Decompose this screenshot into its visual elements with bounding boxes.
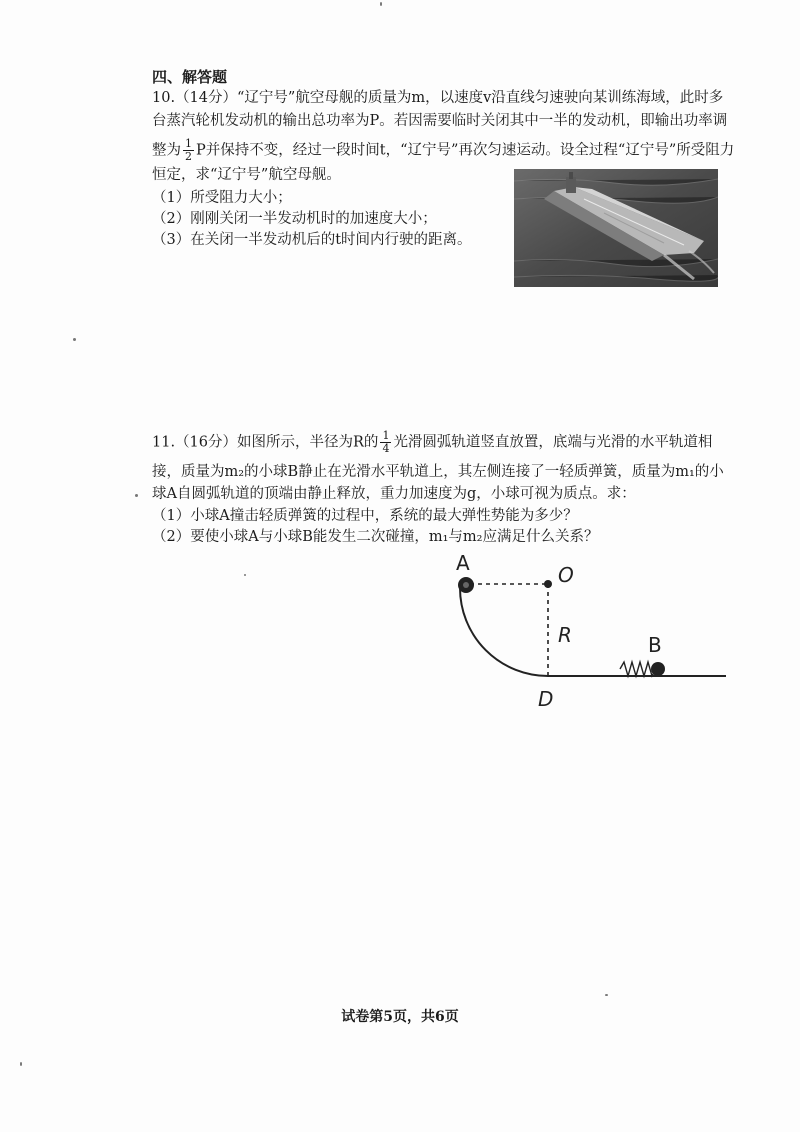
label-O: O [558, 563, 574, 587]
scan-speck [20, 1062, 22, 1066]
q11-fraction [380, 430, 391, 455]
scan-speck [605, 994, 608, 996]
scan-speck [380, 2, 382, 6]
page-footer: 试卷第5页，共6页 [341, 1009, 459, 1025]
q10-line-2: 台蒸汽轮机发动机的输出总功率为P。若因需要临时关闭其中一半的发动机，即输出功率调 [152, 113, 728, 129]
q11-sub-2: （2）要使小球A与小球B能发生二次碰撞，m₁与m₂应满足什么关系？ [152, 529, 599, 545]
center-point-O [544, 580, 552, 588]
q10-line-1: 10.（14分）“辽宁号”航空母舰的质量为m，以速度v沿直线匀速驶向某训练海域，此时多 [152, 90, 724, 106]
q10-line-3 [152, 138, 734, 163]
arc-track [460, 588, 548, 676]
section-heading: 四、解答题 [152, 68, 228, 86]
label-D: D [538, 687, 554, 711]
q10-line-3-pre: 整为 [152, 142, 181, 159]
label-B: B [648, 633, 662, 657]
q11-sub-1: （1）小球A撞击轻质弹簧的过程中，系统的最大弹性势能为多少？ [152, 508, 578, 524]
track-diagram [440, 548, 740, 718]
q11-line-1 [152, 430, 712, 455]
q10-sub-3: （3）在关闭一半发动机后的t时间内行驶的距离。 [152, 232, 472, 248]
q10-frac-den: 2 [185, 150, 192, 163]
scan-speck [244, 574, 246, 576]
q11-frac-den: 4 [382, 442, 390, 455]
q11-line-1-pre: 11.（16分）如图所示，半径为R的 [152, 434, 379, 451]
q10-sub-2: （2）刚刚关闭一半发动机时的加速度大小； [152, 211, 437, 227]
q10-frac-num: 1 [185, 137, 192, 150]
q10-line-4: 恒定，求“辽宁号”航空母舰。 [152, 167, 341, 183]
q10-sub-1: （1）所受阻力大小； [152, 190, 292, 206]
scan-speck [73, 338, 76, 341]
aircraft-carrier-photo [514, 169, 718, 287]
q11-line-2: 接，质量为m₂的小球B静止在光滑水平轨道上，其左侧连接了一轻质弹簧，质量为m₁的小 [152, 464, 724, 480]
label-R: R [558, 623, 572, 647]
scan-speck [135, 494, 138, 497]
q11-line-3: 球A自圆弧轨道的顶端由静止释放，重力加速度为g，小球可视为质点。求： [152, 486, 636, 502]
q11-frac-num: 1 [382, 429, 390, 442]
ball-B [651, 662, 665, 676]
q10-line-3-post: P并保持不变，经过一段时间t，“辽宁号”再次匀速运动。设全过程“辽宁号”所受阻力 [196, 142, 735, 159]
label-A: A [456, 551, 470, 575]
q11-line-1-post: 光滑圆弧轨道竖直放置，底端与光滑的水平轨道相 [393, 434, 713, 451]
q10-fraction [183, 138, 194, 163]
